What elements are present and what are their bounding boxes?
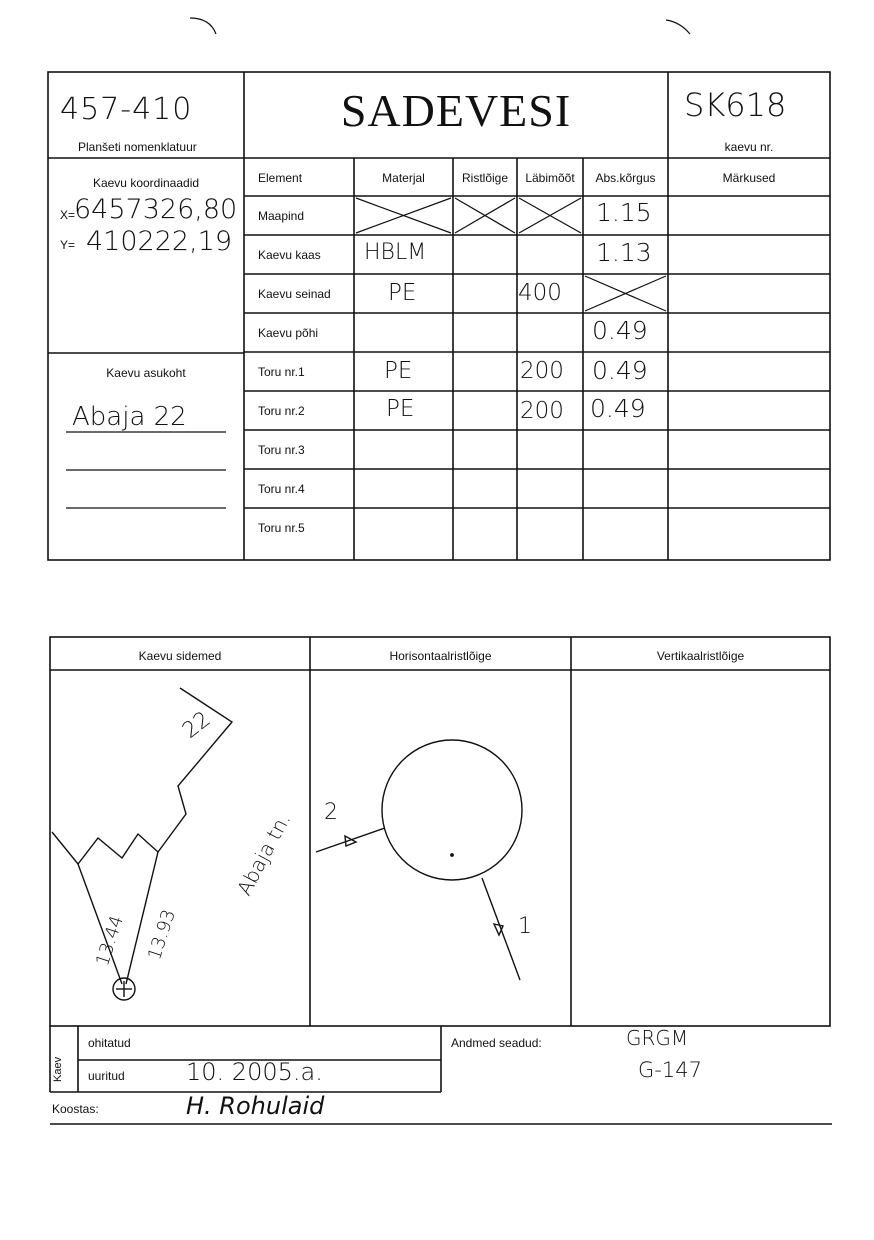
distance-1-label: 13.44: [92, 912, 128, 969]
distance-2-label: 13.93: [144, 906, 180, 963]
pipe-2-label: 2: [324, 800, 338, 825]
row-material-pipe1: PE: [384, 358, 413, 384]
row-abs-bottom: 0.49: [592, 316, 648, 345]
row-material-walls: PE: [388, 280, 417, 306]
checked-label: ohitatud: [88, 1036, 131, 1050]
x-prefix: X=: [60, 208, 76, 222]
row-element-pipe1: Toru nr.1: [258, 365, 305, 379]
y-prefix: Y=: [60, 238, 76, 252]
plansheet-label: Planšeti nomenklatuur: [78, 140, 197, 154]
plansheet-number: 457-410: [60, 92, 193, 127]
data-source-value-1: GRGM: [626, 1026, 689, 1050]
coordinates-label: Kaevu koordinaadid: [92, 176, 200, 190]
row-abs-pipe1: 0.49: [592, 356, 648, 385]
row-material-pipe2: PE: [386, 396, 415, 422]
compiler-label: Koostas:: [52, 1102, 99, 1116]
page-title: SADEVESI: [340, 85, 572, 136]
row-element-pipe3: Toru nr.3: [258, 443, 305, 457]
col-material: Materjal: [382, 171, 425, 185]
row-diameter-pipe2: 200: [520, 398, 564, 424]
x-coordinate: 6457326,80: [74, 194, 238, 225]
well-number-label: kaevu nr.: [724, 140, 774, 154]
well-side-label: Kaev: [52, 1056, 64, 1082]
panel-connections-title: Kaevu sidemed: [138, 649, 222, 663]
row-element-walls: Kaevu seinad: [258, 287, 331, 301]
row-element-pipe4: Toru nr.4: [258, 482, 305, 496]
row-abs-maapind: 1.15: [596, 198, 652, 227]
row-diameter-pipe1: 200: [520, 358, 564, 384]
row-abs-pipe2: 0.49: [590, 394, 646, 423]
row-material-lid: HBLM: [364, 240, 427, 265]
examined-date: 10. 2005.a.: [186, 1058, 323, 1086]
panel-vertical-title: Vertikaalristlõige: [656, 649, 745, 663]
row-element-bottom: Kaevu põhi: [258, 326, 319, 340]
examined-label: uuritud: [88, 1069, 125, 1083]
col-element: Element: [258, 171, 303, 185]
location-label: Kaevu asukoht: [106, 366, 186, 380]
row-element-pipe5: Toru nr.5: [258, 521, 305, 535]
row-abs-lid: 1.13: [596, 238, 652, 267]
connections-sketch: [52, 688, 232, 1000]
panel-horizontal-title: Horisontaalristlõige: [389, 649, 492, 663]
row-element-lid: Kaevu kaas: [258, 248, 321, 262]
horizontal-section-sketch: [316, 740, 522, 980]
col-diameter: Läbimõõt: [525, 171, 575, 185]
col-notes: Märkused: [722, 171, 776, 185]
row-element-pipe2: Toru nr.2: [258, 404, 305, 418]
row-element-maapind: Maapind: [258, 209, 305, 223]
data-source-label: Andmed seadud:: [451, 1036, 542, 1050]
house-number-label: 22: [178, 706, 216, 744]
compiler-name: H. Rohulaid: [186, 1092, 325, 1120]
col-abs-height: Abs.kõrgus: [595, 171, 656, 185]
col-cross-section: Ristlõige: [461, 171, 509, 185]
street-label: Abaja tn.: [232, 808, 296, 900]
well-number: SK618: [684, 86, 787, 124]
y-coordinate: 410222,19: [86, 226, 233, 257]
pipe-1-label: 1: [518, 914, 532, 939]
location-value: Abaja 22: [72, 402, 187, 432]
data-source-value-2: G-147: [638, 1058, 702, 1082]
row-diameter-walls: 400: [518, 280, 562, 306]
